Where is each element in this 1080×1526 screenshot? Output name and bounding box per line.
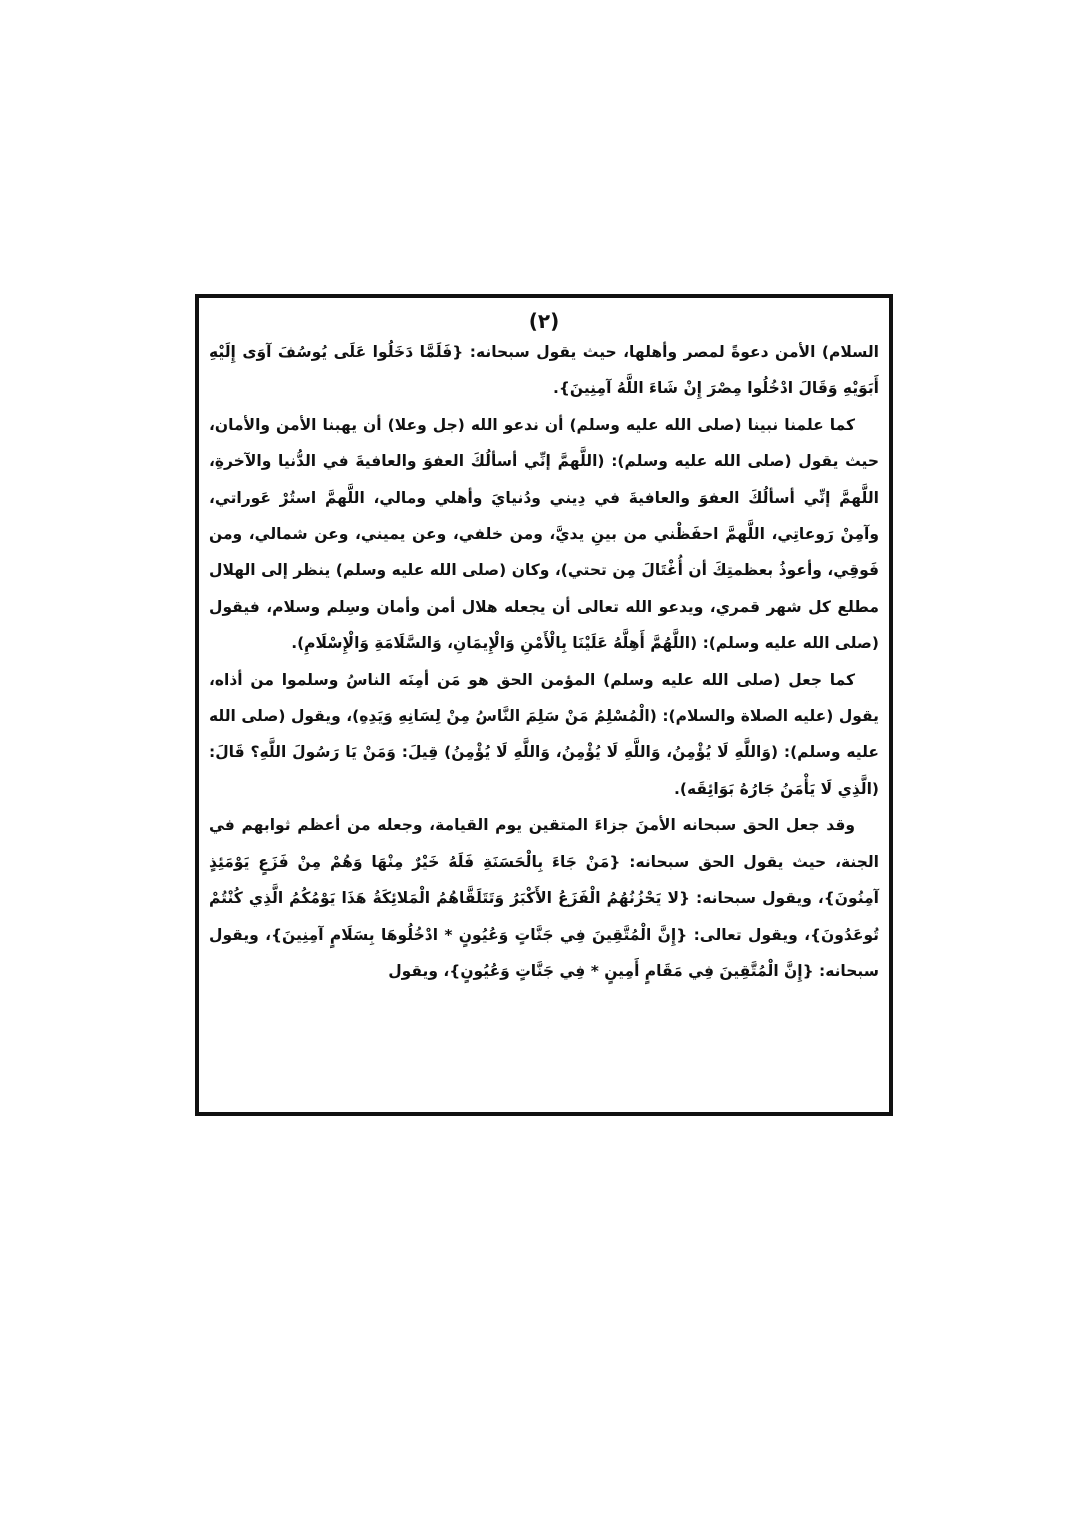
page-frame — [195, 294, 893, 1116]
page-body — [199, 334, 889, 989]
paragraph-3: كما جعل (صلى الله عليه وسلم) المؤمن الحق هو مَن أمِنَه الناسُ وسلموا من أذاه، يقول (عليه الصلاة والسلام): (الْمُسْلِمُ مَنْ سَلِمَ النَّاسُ مِنْ لِسَانِهِ وَيَدِهِ)، ويقول (صلى الله عليه وسلم): (وَاللَّهِ لَا يُؤْمِنُ، وَاللَّهِ لَا يُؤْمِنُ، وَاللَّهِ لَا يُؤْمِنُ) قِيلَ: وَمَنْ يَا رَسُولَ اللَّهِ؟ قَالَ: (الَّذِي لَا يَأْمَنُ جَارُهُ بَوَائِقَه). — [209, 670, 879, 798]
paragraph-4: وقد جعل الحق سبحانه الأمنَ جزاءَ المتقين يوم القيامة، وجعله من أعظم ثوابهم في الجنة، حيث يقول الحق سبحانه: {مَنْ جَاءَ بِالْحَسَنَةِ فَلَهُ خَيْرٌ مِنْهَا وَهُمْ مِنْ فَزَعٍ يَوْمَئِذٍ آمِنُونَ}، ويقول سبحانه: {لا يَحْزُنُهُمُ الْفَزَعُ الأَكْبَرُ وَتَتَلَقَّاهُمُ الْمَلائِكَةُ هَذَا يَوْمُكُمُ الَّذِي كُنْتُمْ تُوعَدُونَ}، ويقول تعالى: {إِنَّ الْمُتَّقِينَ فِي جَنَّاتٍ وَعُيُونٍ * ادْخُلُوهَا بِسَلَامٍ آمِنِينَ}، ويقول سبحانه: {إِنَّ الْمُتَّقِينَ فِي مَقَامٍ أَمِينٍ * فِي جَنَّاتٍ وَعُيُونٍ}، ويقول — [209, 816, 879, 980]
page-number: (٢) — [528, 309, 560, 333]
paragraph-1: السلام) الأمن دعوةً لمصر وأهلها، حيث يقول سبحانه: {فَلَمَّا دَخَلُوا عَلَى يُوسُفَ آوَى إِلَيْهِ أَبَوَيْهِ وَقَالَ ادْخُلُوا مِصْرَ إِنْ شَاءَ اللَّهُ آمِنِينَ}. — [209, 343, 879, 398]
paragraph-2: كما علمنا نبينا (صلى الله عليه وسلم) أن ندعو الله (جل وعلا) أن يهبنا الأمن والأمان، حيث يقول (صلى الله عليه وسلم): (اللَّهمَّ إنِّي أسألُكَ العفوَ والعافيةَ في الدُّنيا والآخرةِ، اللَّهمَّ إنِّي أسألُكَ العفوَ والعافيةَ في دِيني ودُنيايَ وأهلي ومالي، اللَّهمَّ استُرْ عَوراتي، وآمِنْ رَوعاتِي، اللَّهمَّ احفَظْني من بينِ يديَّ، ومن خلفي، وعن يميني، وعن شمالي، ومن فَوقِي، وأعوذُ بعظمتِكَ أن أُغْتَالَ مِن تحتي)، وكان (صلى الله عليه وسلم) ينظر إلى الهلال مطلع كل شهر قمري، ويدعو الله تعالى أن يجعله هلال أمن وأمان وسِلم وسلام، فيقول (صلى الله عليه وسلم): (اللَّهُمَّ أَهِلَّهُ عَلَيْنَا بِالْأَمْنِ وَالْإِيمَانِ، وَالسَّلَامَةِ وَالْإِسْلَامِ). — [209, 415, 879, 653]
